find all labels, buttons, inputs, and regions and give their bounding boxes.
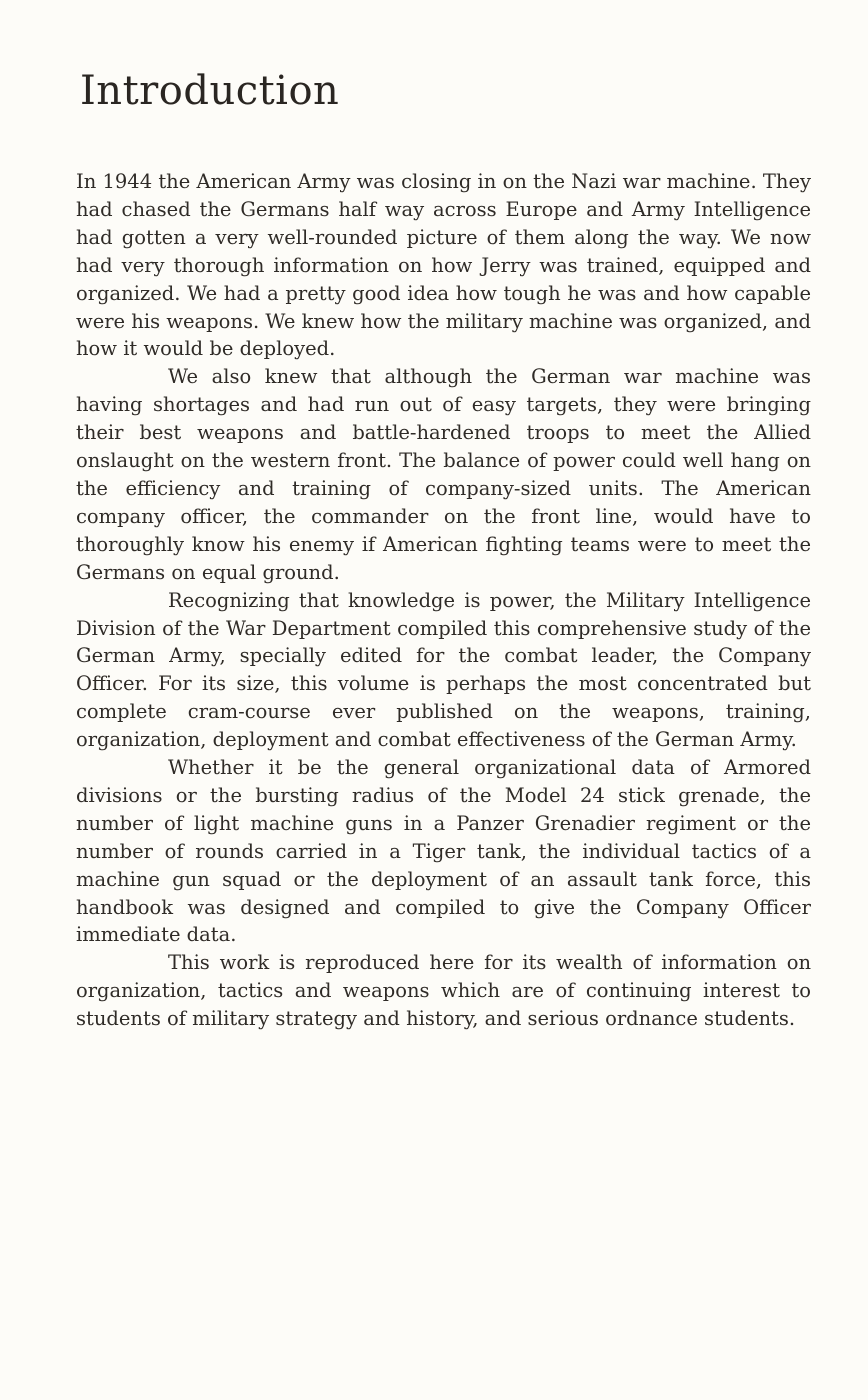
- page-title: Introduction: [80, 68, 340, 114]
- paragraph: This work is reproduced here for its wealth of information on organization, tactics and weapons which are of continuing interest to students of military strategy and history, and serious ordnance students.: [76, 951, 811, 1031]
- paragraph: We also knew that although the German war machine was having shortages and had run out of easy targets, they were bringing their best weapons and battle-hardened troops to meet the Allied onslaught on the western front. The balance of power could well hang on the efficiency and training of company-sized units. The American company officer, the commander on the front line, would have to thoroughly know his enemy if American fighting teams were to meet the Germans on equal ground.: [76, 365, 811, 584]
- paragraph: In 1944 the American Army was closing in on the Nazi war machine. They had chased the Germans half way across Europe and Army Intelligence had gotten a very well-rounded picture of them along the way. We now had very thorough information on how Jerry was trained, equipped and organized. We had a pretty good idea how tough he was and how capable were his weapons. We knew how the military machine was organized, and how it would be deployed.: [76, 170, 811, 361]
- body-text: [76, 168, 811, 1033]
- paragraph: Recognizing that knowledge is power, the Military Intelligence Division of the War Department compiled this comprehensive study of the German Army, specially edited for the combat leader, the Company Officer. For its size, this volume is perhaps the most concentrated but complete cram-course ever published on the weapons, training, organization, deployment and combat effectiveness of the German Army.: [76, 588, 811, 752]
- paragraph: Whether it be the general organizational data of Armored divisions or the bursting radius of the Model 24 stick grenade, the number of light machine guns in a Panzer Grenadier regiment or the number of rounds carried in a Tiger tank, the individual tactics of a machine gun squad or the deployment of an assault tank force, this handbook was designed and compiled to give the Company Officer immediate data.: [76, 756, 811, 947]
